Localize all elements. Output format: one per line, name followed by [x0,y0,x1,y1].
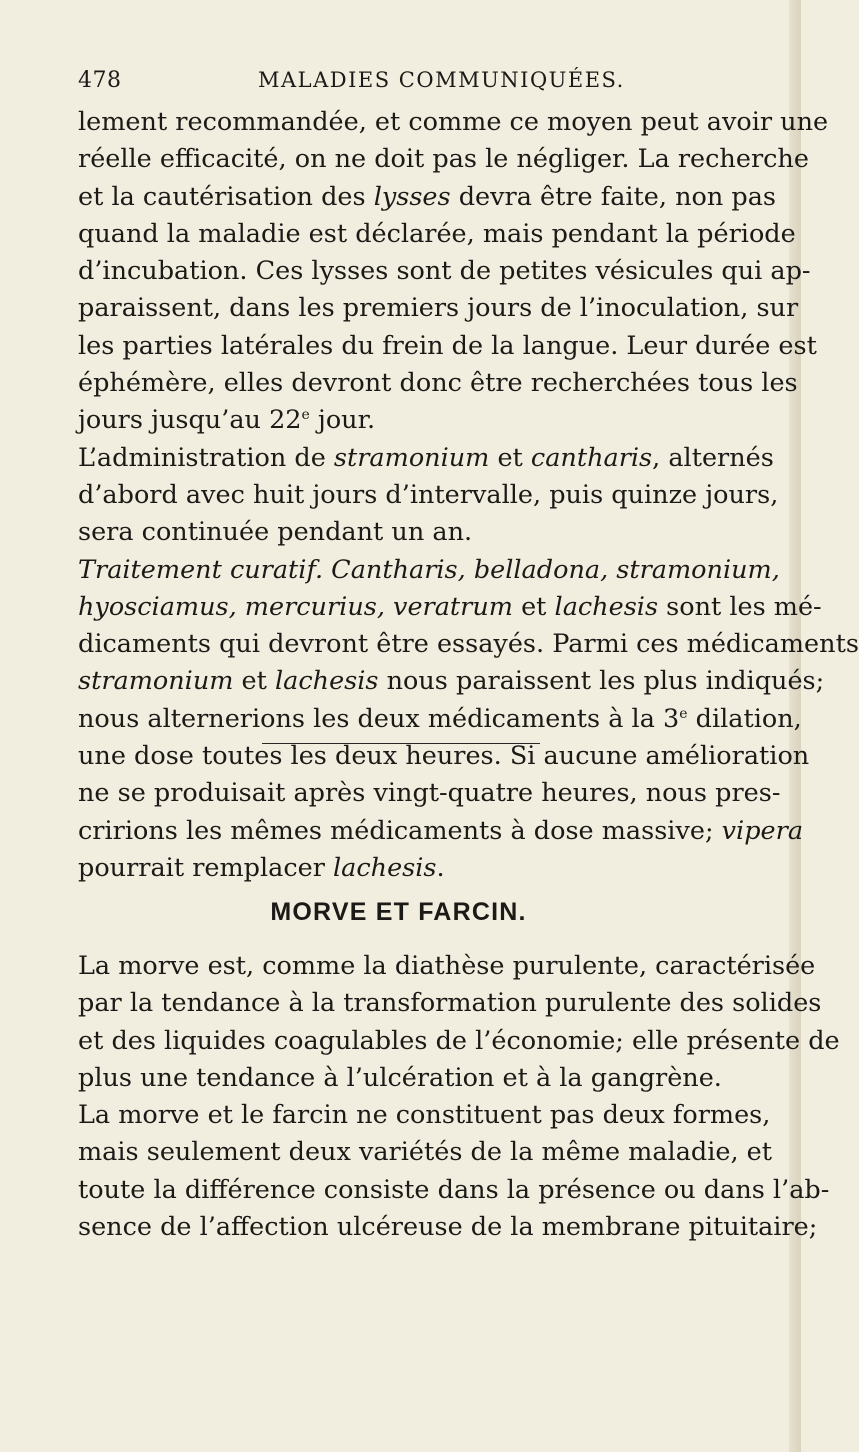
text-segment: mais seulement deux variétés de la même maladie, et [78,1137,773,1168]
text-segment: La morve est, comme la diathèse purulente, caractérisée [78,951,816,981]
text-line [78,1134,773,1171]
text-segment: cririons les mêmes médicaments à dose massive; [78,815,722,846]
text-line [78,552,780,589]
section-divider [262,743,540,744]
text-segment: éphémère, elles devront donc être recherchées tous les [78,368,798,399]
text-line [78,1209,818,1246]
body-text-upper [78,104,859,887]
text-segment: devra être faite, non pas [450,181,777,212]
text-line [78,402,738,439]
text-segment: stramonium [333,442,490,473]
text-segment: toute la différence consiste dans la présence ou dans l’ab- [78,1174,830,1205]
text-segment: jour. [309,405,376,436]
paragraph [78,552,859,888]
text-segment: L’administration de [78,442,334,473]
text-line [78,141,809,178]
text-segment: et [512,591,555,622]
text-line [78,216,796,253]
paragraph [78,104,829,440]
text-line [78,701,802,738]
text-line [78,948,816,985]
page-header [78,68,733,108]
text-line [78,626,859,663]
text-line [78,253,811,290]
text-segment: e [301,407,310,424]
body-text-lower [78,948,840,1246]
text-line [78,328,817,365]
text-segment: . [436,852,445,883]
text-segment: et des liquides coagulables de l’économie; elle présente de [78,1025,840,1056]
text-segment: plus une tendance à l’ulcération et à la gangrène. [78,1062,722,1093]
section-title [0,898,801,927]
text-segment: d’abord avec huit jours d’intervalle, puis quinze jours, [78,479,779,510]
text-segment: sera continuée pendant un an. [78,517,473,548]
text-line [78,290,799,327]
text-segment: sence de l’affection ulcéreuse de la membrane pituitaire; [78,1212,818,1243]
text-segment: lement recommandée, et comme ce moyen peut avoir une [78,107,829,137]
text-line [78,813,804,850]
text-segment: et [489,442,531,473]
text-segment: jours jusqu’au 22 [78,405,302,436]
text-line [78,589,822,626]
text-segment: les parties latérales du frein de la langue. Leur durée est [78,330,817,361]
text-segment: paraissent, dans les premiers jours de l’inoculation, sur [78,293,799,324]
text-segment: stramonium [78,666,234,697]
text-line [78,104,829,141]
paragraph [78,440,779,552]
text-line [78,663,825,700]
section-title-text: MORVE ET FARCIN. [270,898,527,926]
text-segment: , alternés [652,442,774,473]
paragraph [78,948,840,1097]
text-line [78,1172,830,1209]
text-line [78,1023,840,1060]
text-segment: ne se produisait après vingt-quatre heures, nous pres- [78,778,781,809]
page-number: 478 [78,68,122,93]
text-line [78,1097,771,1134]
text-segment: quand la maladie est déclarée, mais pendant la période [78,218,796,249]
text-segment: lysses [373,181,451,212]
text-segment: cantharis [530,442,653,473]
text-segment: d’incubation. Ces lysses sont de petites vésicules qui ap- [78,256,811,287]
text-segment: par la tendance à la transformation purulente des solides [78,988,822,1019]
running-title: MALADIES COMMUNIQUÉES. [258,68,625,92]
text-segment: réelle efficacité, on ne doit pas le négliger. La recherche [78,144,809,175]
text-segment: et la cautérisation des [78,181,374,212]
text-line [78,365,798,402]
text-segment: Traitement curatif. Cantharis, belladona, stramonium, [78,554,780,585]
text-segment: une dose toutes les deux heures. Si aucune amélioration [78,741,810,772]
text-segment: nous paraissent les plus indiqués; [378,666,825,697]
text-segment: e [679,705,688,722]
text-segment: nous alternerions les deux médicaments à la 3 [78,703,680,734]
text-line [78,775,781,812]
text-line [78,477,779,514]
text-line [78,179,777,216]
text-line [78,514,738,551]
text-segment: pourrait remplacer [78,852,333,883]
text-segment: dicaments qui devront être essayés. Parmi ces médicaments [78,629,859,660]
text-line [78,985,822,1022]
text-segment: lachesis [333,852,437,883]
paragraph [78,1097,830,1246]
text-segment: et [233,666,276,697]
text-line [78,850,738,887]
text-line [78,440,774,477]
text-segment: sont les mé- [658,591,822,622]
text-segment: hyosciamus, mercurius, veratrum [78,591,513,622]
text-segment: dilation, [687,703,802,734]
text-segment: lachesis [554,591,659,622]
text-segment: vipera [721,815,804,846]
text-segment: lachesis [275,666,379,697]
text-line [78,1060,738,1097]
text-segment: La morve et le farcin ne constituent pas deux formes, [78,1100,771,1131]
